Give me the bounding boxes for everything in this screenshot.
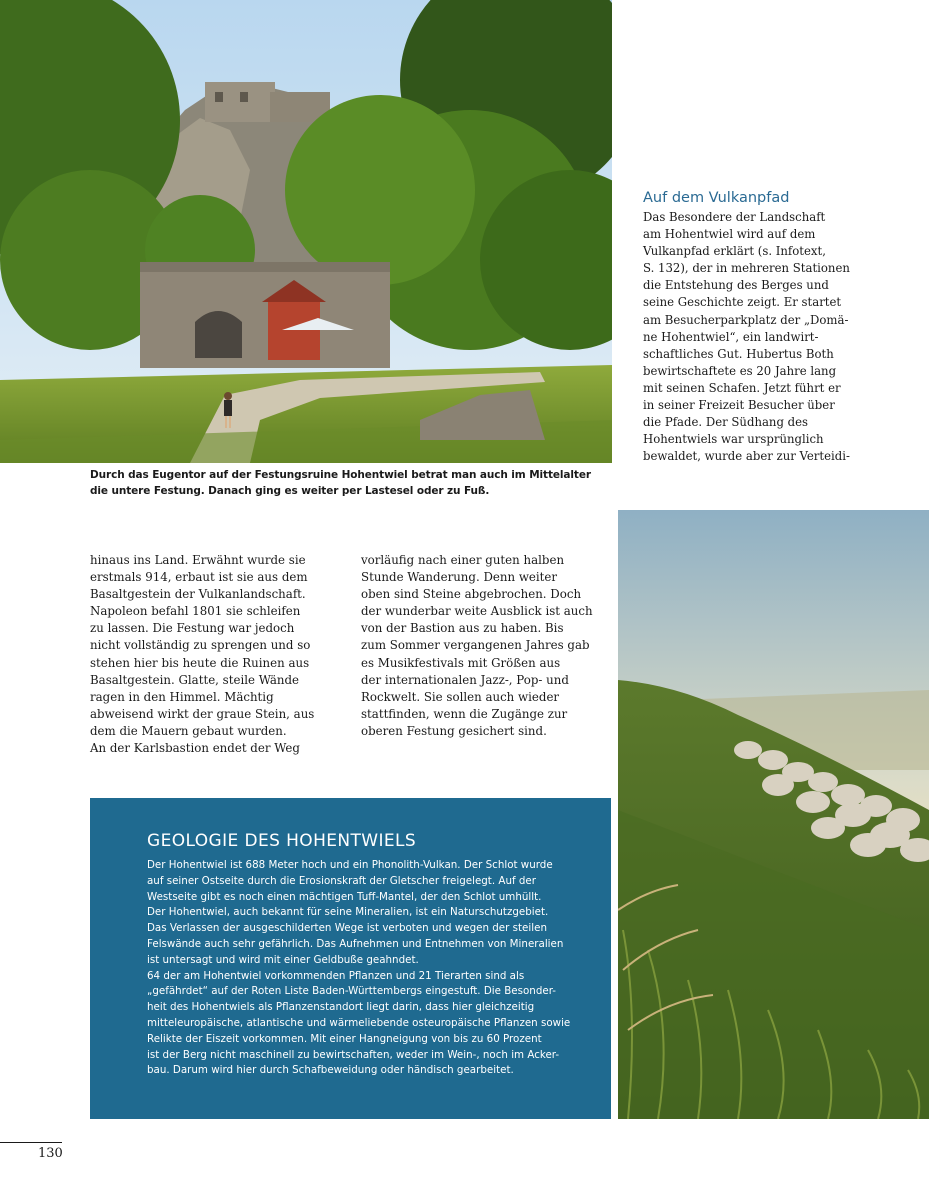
- sidebar-line: schaftliches Gut. Hubertus Both: [643, 346, 834, 361]
- sidebar-line: am Besucherparkplatz der „Domä-: [643, 312, 849, 327]
- geology-line: Relikte der Eiszeit vorkommen. Mit einer Hangneigung von bis zu 60 Prozent: [147, 1032, 542, 1045]
- geology-line: ist untersagt und wird mit einer Geldbuße geahndet.: [147, 953, 419, 966]
- body-line: von der Bastion aus zu haben. Bis: [361, 621, 564, 636]
- page-number: 130: [38, 1146, 63, 1161]
- body-line: abweisend wirkt der graue Stein, aus: [90, 706, 315, 721]
- body-line: Rockwelt. Sie sollen auch wieder: [361, 689, 560, 704]
- sidebar-line: am Hohentwiel wird auf dem: [643, 227, 816, 242]
- body-line: Basaltgestein. Glatte, steile Wände: [90, 672, 299, 687]
- sidebar-line: S. 132), der in mehreren Stationen: [643, 261, 850, 276]
- sidebar-line: Hohentwiels war ursprünglich: [643, 432, 824, 447]
- body-column-2: [361, 552, 591, 740]
- body-line: dem die Mauern gebaut wurden.: [90, 723, 287, 738]
- fortress-photo: [0, 0, 612, 463]
- body-line: zu lassen. Die Festung war jedoch: [90, 621, 295, 636]
- body-line: Basaltgestein der Vulkanlandschaft.: [90, 587, 306, 602]
- body-line: Napoleon befahl 1801 sie schleifen: [90, 604, 301, 619]
- body-line: An der Karlsbastion endet der Weg: [90, 741, 300, 756]
- sidebar-title: Auf dem Vulkanpfad: [643, 190, 790, 206]
- geology-line: Westseite gibt es noch einen mächtigen Tuff-Mantel, der den Schlot umhüllt.: [147, 890, 542, 903]
- sidebar-line: bewirtschaftete es 20 Jahre lang: [643, 363, 837, 378]
- body-line: ragen in den Himmel. Mächtig: [90, 689, 274, 704]
- geology-line: Das Verlassen der ausgeschilderten Wege ist verboten und wegen der steilen: [147, 922, 547, 935]
- geology-line: Felswände auch sehr gefährlich. Das Aufnehmen und Entnehmen von Mineralien: [147, 937, 564, 950]
- geology-line: Der Hohentwiel ist 688 Meter hoch und ein Phonolith-Vulkan. Der Schlot wurde: [147, 859, 553, 871]
- sidebar-line: die Pfade. Der Südhang des: [643, 415, 809, 430]
- sidebar-line: Das Besondere der Landschaft: [643, 210, 826, 224]
- geology-title: GEOLOGIE DES HOHENTWIELS: [147, 831, 417, 851]
- body-line: stattfinden, wenn die Zugänge zur: [361, 706, 568, 721]
- sidebar-line: Vulkanpfad erklärt (s. Infotext,: [643, 244, 826, 259]
- caption-line: die untere Festung. Danach ging es weiter per Lastesel oder zu Fuß.: [90, 485, 490, 497]
- sidebar-line: ne Hohentwiel“, ein landwirt-: [643, 329, 819, 344]
- geology-line: 64 der am Hohentwiel vorkommenden Pflanzen und 21 Tierarten sind als: [147, 969, 525, 982]
- body-line: erstmals 914, erbaut ist sie aus dem: [90, 570, 308, 585]
- photo-caption: [90, 467, 590, 499]
- body-line: der internationalen Jazz-, Pop- und: [361, 672, 569, 687]
- sidebar-line: in seiner Freizeit Besucher über: [643, 398, 835, 413]
- sidebar-text: [643, 209, 853, 465]
- body-line: oberen Festung gesichert sind.: [361, 723, 547, 738]
- geology-text: [147, 858, 597, 1079]
- sheep-photo: [618, 510, 929, 1119]
- geology-line: bau. Darum wird hier durch Schafbeweidung oder händisch gearbeitet.: [147, 1064, 514, 1077]
- sidebar-line: bewaldet, wurde aber zur Verteidi-: [643, 449, 850, 464]
- body-column-1: [90, 552, 315, 757]
- body-line: hinaus ins Land. Erwähnt wurde sie: [90, 553, 306, 567]
- sheep-photo-illustration: [618, 510, 929, 1119]
- geology-line: heit des Hohentwiels als Pflanzenstandort liegt darin, dass hier gleichzeitig: [147, 1001, 535, 1014]
- geology-line: Der Hohentwiel, auch bekannt für seine Mineralien, ist ein Naturschutzgebiet.: [147, 906, 549, 919]
- body-line: Stunde Wanderung. Denn weiter: [361, 570, 558, 585]
- caption-line: Durch das Eugentor auf der Festungsruine Hohentwiel betrat man auch im Mittelalter: [90, 469, 591, 481]
- sidebar-line: mit seinen Schafen. Jetzt führt er: [643, 380, 841, 395]
- geology-line: auf seiner Ostseite durch die Erosionskraft der Gletscher freigelegt. Auf der: [147, 874, 536, 887]
- body-line: stehen hier bis heute die Ruinen aus: [90, 655, 310, 670]
- geology-line: „gefährdet“ auf der Roten Liste Baden-Württembergs eingestuft. Die Besonder-: [147, 985, 556, 998]
- body-line: nicht vollständig zu sprengen und so: [90, 638, 311, 653]
- sidebar-line: die Entstehung des Berges und: [643, 278, 829, 293]
- geology-line: mitteleuropäische, atlantische und wärmeliebende osteuropäische Pflanzen sowie: [147, 1016, 571, 1029]
- body-line: es Musikfestivals mit Größen aus: [361, 655, 561, 670]
- fortress-photo-illustration: [0, 0, 612, 463]
- body-line: der wunderbar weite Ausblick ist auch: [361, 604, 593, 619]
- sidebar-line: seine Geschichte zeigt. Er startet: [643, 295, 842, 310]
- footer-rule: [0, 1142, 62, 1143]
- body-line: oben sind Steine abgebrochen. Doch: [361, 587, 582, 602]
- geology-line: ist der Berg nicht maschinell zu bewirtschaften, weder im Wein-, noch im Acker-: [147, 1048, 560, 1061]
- geology-infobox: [90, 798, 611, 1119]
- body-line: vorläufig nach einer guten halben: [361, 553, 565, 567]
- body-line: zum Sommer vergangenen Jahres gab: [361, 638, 590, 653]
